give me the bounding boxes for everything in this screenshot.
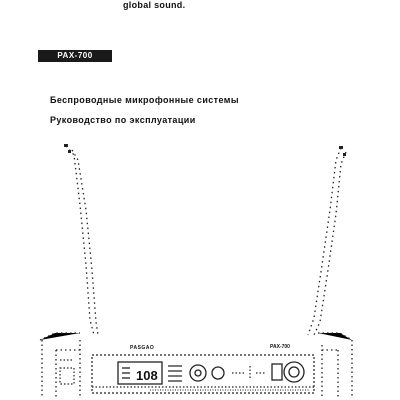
receiver-model-label: PAX-700 (270, 344, 290, 350)
signal-level-meter (168, 366, 182, 381)
front-panel (92, 355, 314, 393)
volume-knob-icon (190, 365, 206, 381)
left-antenna-tip-icon (64, 144, 71, 153)
receiver-brand-label: PASGAO (130, 345, 155, 351)
antenna-connectors (40, 333, 352, 340)
set-button-icon (272, 362, 304, 382)
model-badge: PAX-700 (38, 50, 112, 62)
document-subtitle: Руководство по эксплуатации (50, 115, 196, 125)
right-antenna-icon (308, 148, 346, 335)
receiver-body (42, 340, 352, 398)
power-switch-icon (60, 360, 74, 384)
right-antenna-tip-icon (339, 146, 346, 156)
channel-readout: 108 (136, 368, 158, 383)
left-antenna-icon (66, 146, 98, 335)
indicator-lights (232, 366, 266, 380)
brand-tagline: global sound. (123, 0, 186, 10)
squelch-knob-icon (212, 367, 224, 379)
document-title: Беспроводные микрофонные системы (50, 95, 239, 105)
